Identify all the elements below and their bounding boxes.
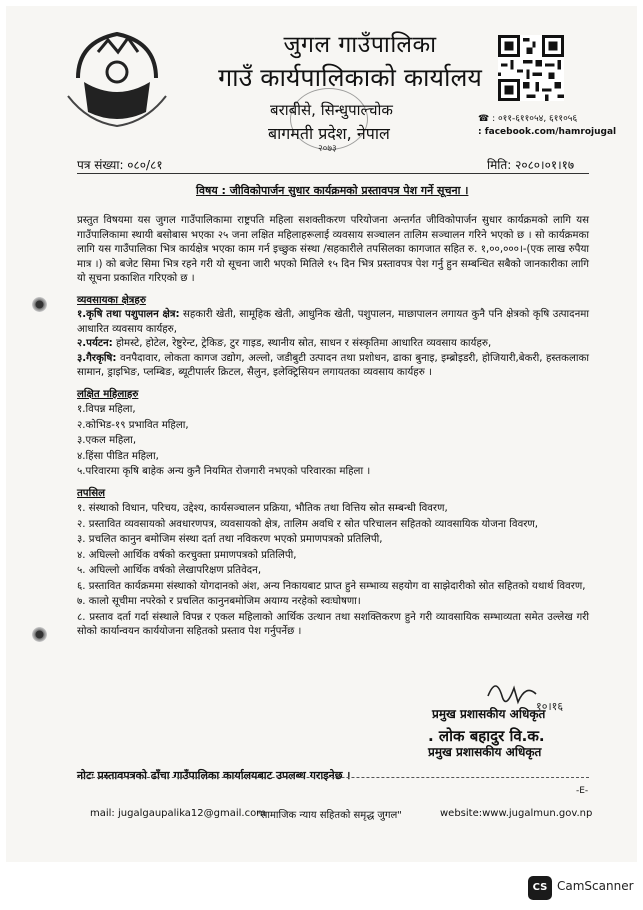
annex-item: ८. प्रस्ताव दर्ता गर्दा संस्थाले विपन्न र एकल महिलाको आर्थिक उत्थान तथा सशक्तिकरण हुने गरी व्यावसायिक सम्भाव्यता समेत उल्लेख गरी सोको कार्यान्वयन कार्ययोजना सहितको प्रस्ताव पेश गर्नुपर्नेछ ।: [77, 611, 589, 637]
letter-date: मिति: २०८०।०१।१७: [487, 158, 575, 172]
footer-website: website:www.jugalmun.gov.np: [440, 808, 593, 819]
municipality-logo-icon: [58, 22, 176, 130]
address-line-2: बागमती प्रदेश, नेपाल: [268, 124, 390, 143]
stamp-year: २०७३: [318, 144, 337, 154]
annex-item: १. संस्थाको विधान, परिचय, उद्देश्य, कार्यसञ्चालन प्रक्रिया, भौतिक तथा वित्तिय स्रोत सम्बन्धी विवरण,: [77, 503, 448, 514]
footer-motto: "सामाजिक न्याय सहितको समृद्ध जुगल": [256, 810, 402, 821]
reference-number: पत्र संख्या: ०८०/८१: [77, 158, 163, 172]
punch-hole-icon: [32, 627, 47, 642]
sector-text: सहकारी खेती, सामूहिक खेती, आधुनिक खेती, पशुपालन, माछापालन लगायत कुनै पनि क्षेत्रको कृषि उत्पादनमा आधारित व्यवसाय कार्यहरु,: [77, 309, 589, 335]
signature-date: १०।१६: [536, 700, 564, 713]
camscanner-logo-icon: CS: [528, 876, 552, 900]
annex-item: ६. प्रस्तावित कार्यक्रममा संस्थाको योगदानको अंश, अन्य निकायबाट प्राप्त हुने सम्भाव्य सहयोग वा साझेदारीको स्रोत सहितको यथार्थ विवरण,: [77, 580, 586, 592]
footer-mark: -E-: [576, 786, 589, 796]
sector-item: [77, 352, 589, 381]
sector-label: २.पर्यटन:: [77, 338, 113, 349]
office-name: गाउँ कार्यपालिकाको कार्यालय: [218, 63, 482, 92]
facebook-link: : facebook.com/hamrojugal: [478, 127, 617, 137]
annex-item: ७. कालो सूचीमा नपरेको र प्रचलित कानुनबमोजिम अयाग्य नरहेको स्वःघोषणा।: [77, 596, 361, 607]
note-text: नोटः प्रस्तावपत्रको ढाँचा गाउँपालिका कार्यालयबाट उपलब्ध गराइनेछ ।: [77, 769, 351, 782]
qr-code-icon: [498, 35, 564, 101]
target-item: २.कोभिड-१९ प्रभावित महिला,: [77, 419, 189, 431]
intro-paragraph: प्रस्तुत विषयमा यस जुगल गाउँपालिकामा राष्ट्रपति महिला सशक्तीकरण परियोजना अन्तर्गत जीविकोपार्जन सुधार कार्यक्रमको लागि यस गाउँपालिकामा स्थायी बसोबास भएका २५ जना लक्षित महिलाहरूलाई व्यवसाय सञ्चालन तालिम सञ्चालन गरिने भएको छ । सो कार्यक्रमका लागि यस गाउँपालिका भित्र कार्यक्षेत्र भएका काम गर्न इच्छुक संस्था /सहकारीले तपसिलका कागजात सहित रु. १,००,०००।-(एक लाख रुपैया मात्र ।) को बजेट सिमा भित्र रहने गरी यो सूचना जारी भएको मितिले १५ दिन भित्र प्रस्तावपत्र पेश गर्नु हुन सम्बन्धित सबैको जानकारीका लागि यो सूचना प्रकाशित गरिएको छ ।: [77, 215, 589, 284]
sector-item: [77, 337, 589, 352]
header-divider: [77, 173, 589, 174]
annex-item: २. प्रस्तावित व्यवसायको अवधारणपत्र, व्यवसायको क्षेत्र, तालिम अवधि र स्रोत परिचालन सहितको व्यावसायिक योजना विवरण,: [77, 518, 539, 530]
footer-email: mail: jugalgaupalika12@gmail.com: [90, 808, 266, 819]
annex-item: ४. अघिल्लो आर्थिक वर्षको करचुक्ता प्रमाणपत्रको प्रतिलिपी,: [77, 549, 297, 561]
sector-label: ३.गैरकृषि:: [77, 352, 117, 364]
municipality-name: जुगल गाउँपालिका: [283, 32, 437, 58]
sector-text: होमस्टे, होटेल, रेष्टुरेन्ट, ट्रेकिङ, टुर गाइड, स्थानीय स्रोत, साधन र संस्कृतिमा आधारित व्यवसाय कार्यहरु,: [112, 338, 492, 349]
target-item: १.विपन्न महिला,: [77, 404, 136, 415]
signatory-name: . लोक बहादुर वि.क.: [428, 727, 545, 745]
target-item: ४.हिंसा पीडित महिला,: [77, 450, 159, 462]
signatory-title: प्रमुख प्रशासकीय अधिकृत: [432, 707, 546, 721]
sector-item: [77, 308, 589, 337]
annex-heading: तपसिल: [77, 487, 106, 499]
sector-heading: व्यवसायका क्षेत्रहरु: [77, 294, 146, 306]
address-line-1: बराबीसे, सिन्धुपाल्चोक: [270, 101, 393, 119]
target-item: ३.एकल महिला,: [77, 435, 137, 446]
target-heading: लक्षित महिलाहरु: [77, 388, 139, 400]
annex-item: ५. अघिल्लो आर्थिक वर्षको लेखापरिक्षण प्रतिवेदन,: [77, 565, 262, 576]
letter-subject: विषय : जीविकोपार्जन सुधार कार्यक्रमको प्रस्तावपत्र पेश गर्ने सूचना ।: [196, 184, 469, 197]
sector-text: वनपैदावार, लोकता कागज उद्योग, अल्लो, जडीबुटी उत्पादन तथा प्रशोधन, ढाका बुनाइ, इम्ब्रोइडरी, होजियारी,बेकरी, हस्तकलाका सामान, ड्राइभिङ, प्लम्बिङ, ब्यूटीपार्लर क्रिटल, सैलुन, इलेक्ट्रिसियन लगायतका व्यवसाय कार्यहरु ।: [77, 352, 589, 378]
footer-divider: [77, 777, 589, 778]
office-phone: ☎ : ०११-६११०५४, ६११०५६: [478, 114, 578, 124]
camscanner-watermark: CamScanner: [557, 879, 634, 893]
target-item: ५.परिवारमा कृषि बाहेक अन्य कुनै नियमित रोजगारी नभएको परिवारका महिला ।: [77, 466, 371, 477]
punch-hole-icon: [32, 297, 47, 312]
sector-label: १.कृषि तथा पशुपालन क्षेत्र:: [77, 309, 180, 320]
letter-body: [77, 214, 589, 640]
annex-item: ३. प्रचलित कानुन बमोजिम संस्था दर्ता तथा नविकरण भएको प्रमाणपत्रको प्रतिलिपी,: [77, 534, 383, 545]
signatory-title-stamp: प्रमुख प्रशासकीय अधिकृत: [428, 745, 542, 759]
